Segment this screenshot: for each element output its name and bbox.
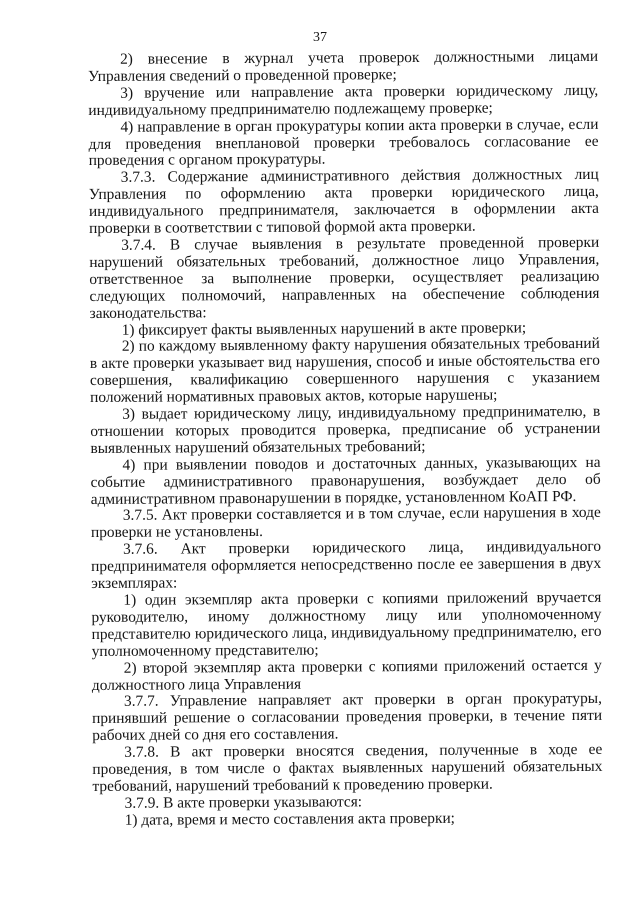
- paragraph: 3.7.8. В акт проверки вносятся сведения, полученные в ходе ее проведения, в том числе о фактах выявленных нарушений обязательных требований, нарушений требований к проведению проверки.: [92, 741, 603, 795]
- paragraph: 2) второй экземпляр акта проверки с копиями приложений остается у должностного лица Управления: [91, 656, 602, 694]
- paragraph: 3) выдает юридическому лицу, индивидуальному предпринимателю, в отношении которых проводится проверка, предписание об устранении выявленных нарушений обязательных требований;: [90, 402, 601, 457]
- paragraph: 3.7.4. В случае выявления в результате проведенной проверки нарушений обязательных требований, должностное лицо Управления, ответственное за выполнение проверки, осуществляет реализацию следующих полномочий, направленных на обеспечение соблюдения законодательства:: [89, 233, 600, 322]
- page-number: 37: [313, 30, 327, 45]
- paragraph: 3) вручение или направление акта проверки юридическому лицу, индивидуальному предпринимателю подлежащему проверке;: [88, 81, 599, 119]
- paragraph: 1) один экземпляр акта проверки с копиями приложений вручается руководителю, иному должностному лицу или уполномоченному представителю юридического лица, индивидуальному предпринимателю, его уполномоченному представителю;: [91, 588, 602, 660]
- paragraph: 3.7.6. Акт проверки юридического лица, индивидуального предпринимателя оформляется непосредственно после ее завершения в двух экземплярах:: [91, 538, 602, 593]
- paragraph: 3.7.5. Акт проверки составляется и в том случае, если нарушения в ходе проверки не установлены.: [90, 504, 601, 542]
- paragraph: 4) при выявлении поводов и достаточных данных, указывающих на событие административного правонарушения, возбуждает дело об административном правонарушении в порядке, установленном КоАП РФ.: [90, 453, 601, 508]
- paragraph: 2) внесение в журнал учета проверок должностными лицами Управления сведений о проведенной проверке;: [88, 47, 599, 85]
- paragraph: 2) по каждому выявленному факту нарушения обязательных требований в акте проверки указывает вид нарушения, способ и иные обстоятельства его совершения, квалификацию совершенного нарушения с указанием положений нормативных правовых актов, которые нарушены;: [89, 335, 601, 407]
- paragraph: 3.7.9. В акте проверки указываются:: [124, 793, 363, 812]
- paragraph: 1) дата, время и место составления акта проверки;: [124, 809, 455, 829]
- paragraph: 3.7.7. Управление направляет акт проверки в орган прокуратуры, принявший решение о согласовании проведения проверки, в течение пяти рабочих дней со дня его составления.: [92, 690, 603, 745]
- page-body: [88, 49, 603, 830]
- paragraph: 3.7.3. Содержание административного действия должностных лиц Управления по оформлению акта проверки юридического лица, индивидуального предпринимателя, заключается в оформлении акта проверки в соответствии с типовой формой акта проверки.: [88, 166, 600, 238]
- paragraph: 4) направление в орган прокуратуры копии акта проверки в случае, если для проведения внеплановой проверки требовалось согласование ее проведения с органом прокуратуры.: [88, 115, 599, 170]
- paragraph: 1) фиксирует факты выявленных нарушений в акте проверки;: [121, 318, 527, 339]
